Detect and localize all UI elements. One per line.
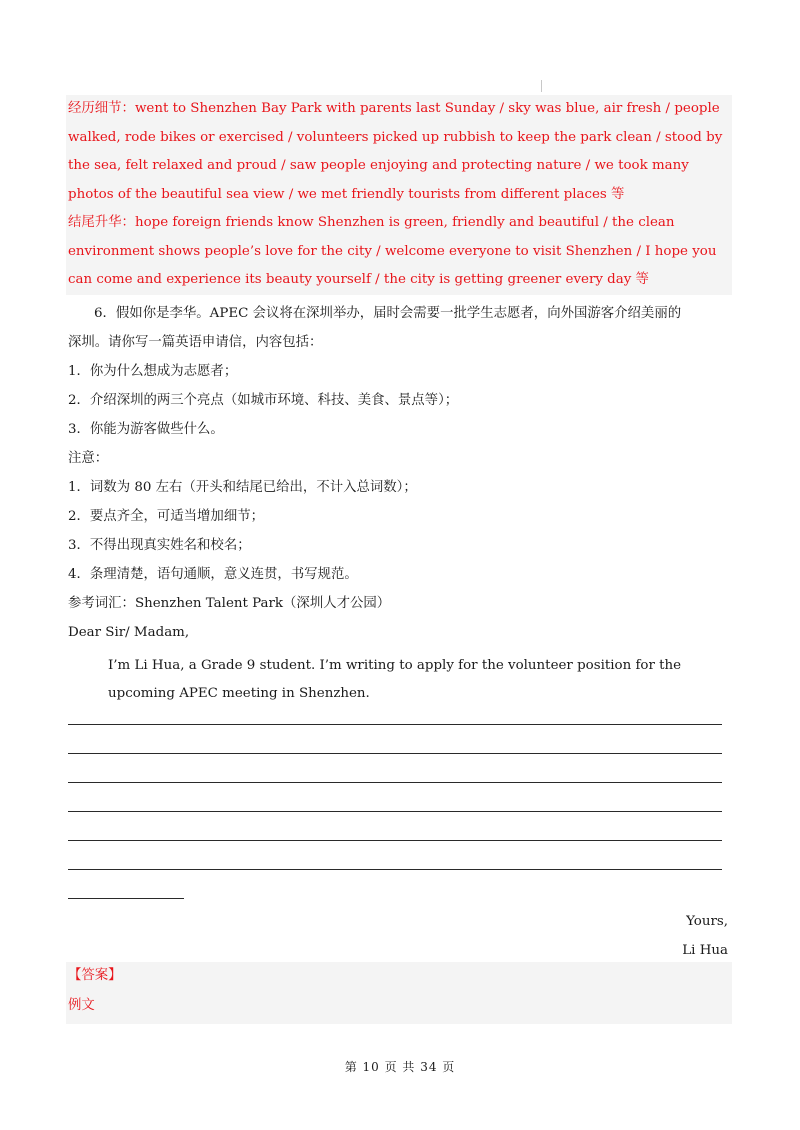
writing-line[interactable] — [68, 840, 722, 841]
question-prompt-line1: 6．假如你是李华。APEC 会议将在深圳举办，届时会需要一批学生志愿者，向外国游客介绍美丽的 — [94, 306, 682, 321]
writing-line[interactable] — [68, 869, 722, 870]
vocab-hint: 参考词汇：Shenzhen Talent Park（深圳人才公园） — [68, 596, 391, 611]
scan-mark — [541, 80, 542, 92]
question-prompt-line2: 深圳。请你写一篇英语申请信，内容包括： — [68, 335, 323, 350]
ending-text: hope foreign friends know Shenzhen is green, friendly and beautiful / the clean environment shows people’s love for the city / welcome everyone to visit Shenzhen / I hope you can come and experience its beauty yourself / the city is getting greener every day 等 — [68, 215, 717, 287]
writing-line[interactable] — [68, 753, 722, 754]
question-point-3: 3．你能为游客做些什么。 — [68, 422, 224, 437]
note-2: 2．要点齐全，可适当增加细节； — [68, 509, 264, 524]
writing-line[interactable] — [68, 724, 722, 725]
letter-opening — [68, 652, 732, 708]
writing-line[interactable] — [68, 782, 722, 783]
writing-line-short[interactable] — [68, 898, 184, 899]
notes-title: 注意： — [68, 451, 109, 466]
writing-line[interactable] — [68, 811, 722, 812]
note-4: 4．条理清楚，语句通顺，意义连贯，书写规范。 — [68, 567, 358, 582]
answer-block — [66, 962, 732, 1024]
details-hint — [66, 95, 732, 209]
ending-label: 结尾升华： — [68, 215, 135, 230]
question-point-1: 1．你为什么想成为志愿者； — [68, 364, 238, 379]
hint-block — [66, 95, 732, 295]
question-point-2: 2．介绍深圳的两三个亮点（如城市环境、科技、美食、景点等）； — [68, 393, 459, 408]
answer-sub-label: 例文 — [68, 998, 95, 1013]
details-text: went to Shenzhen Bay Park with parents last Sunday / sky was blue, air fresh / people walked, rode bikes or exercised / volunteers picked up rubbish to keep the park clean / stood by the sea, felt relaxed and proud / saw people enjoying and protecting nature / we took many photos of the beautiful sea view / we met friendly tourists from different places 等 — [68, 101, 723, 202]
answer-label: 【答案】 — [68, 968, 122, 983]
note-1: 1．词数为 80 左右（开头和结尾已给出，不计入总词数）； — [68, 480, 417, 495]
letter-opening-text: I’m Li Hua, a Grade 9 student. I’m writing to apply for the volunteer position for the upcoming APEC meeting in Shenzhen. — [108, 658, 682, 701]
note-3: 3．不得出现真实姓名和校名； — [68, 538, 251, 553]
page-footer: 第 10 页 共 34 页 — [344, 1060, 456, 1074]
details-label: 经历细节： — [68, 101, 135, 116]
ending-hint — [66, 209, 732, 295]
letter-closing: Yours, — [686, 914, 728, 929]
letter-signature: Li Hua — [682, 943, 728, 958]
letter-salutation: Dear Sir/ Madam, — [68, 625, 190, 640]
